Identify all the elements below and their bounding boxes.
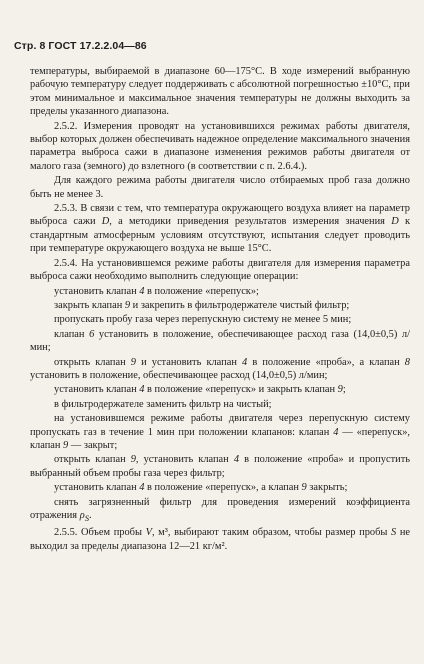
paragraph: закрыть клапан 9 и закрепить в фильтродержателе чистый фильтр; bbox=[54, 299, 350, 311]
document-body bbox=[30, 65, 410, 553]
paragraph: установить клапан 4 в положение «перепуск» и закрыть клапан 9; bbox=[54, 384, 346, 396]
paragraph: клапан 6 установить в положение, обеспечивающее расход газа (14,0±0,5) л/мин; bbox=[30, 328, 410, 354]
paragraph: в фильтродержателе заменить фильтр на чистый; bbox=[54, 398, 272, 410]
paragraph: Для каждого режима работы двигателя число отбираемых проб газа должно быть не менее 3. bbox=[30, 175, 410, 200]
paragraph: открыть клапан 9, установить клапан 4 в положение «проба» и пропустить выбранный объем пробы газа через фильтр; bbox=[30, 454, 410, 479]
paragraph: установить клапан 4 в положение «перепуск»; bbox=[54, 285, 259, 297]
paragraph: 2.5.5. Объем пробы V, м³, выбирают таким образом, чтобы размер пробы S не выходил за пределы диапазона 12—21 кг/м². bbox=[30, 527, 410, 552]
paragraph: на установившемся режиме работы двигателя через перепускную систему пропускать газ в течение 1 мин при положении клапанов: клапан 4 — «перепуск», клапан 9 — закрыт; bbox=[30, 413, 410, 451]
paragraph: снять загрязненный фильтр для проведения измерений коэффициента отражения $\rho_S$. bbox=[30, 496, 410, 524]
paragraph: установить клапан 4 в положение «перепуск», а клапан 9 закрыть; bbox=[54, 482, 348, 494]
paragraph: температуры, выбираемой в диапазоне 60—175°С. В ходе измерений выбранную рабочую температуру следует поддерживать с абсолютной погрешностью ±10°С, при этом минимальное и максимальное значения температуры не должны выходить за пределы указанного диапазона. bbox=[30, 66, 410, 118]
paragraph: 2.5.4. На установившемся режиме работы двигателя для измерения параметра выброса сажи необходимо выполнить следующие операции: bbox=[30, 257, 410, 283]
page-header: Стр. 8 ГОСТ 17.2.2.04—86 bbox=[14, 40, 147, 52]
paragraph: 2.5.2. Измерения проводят на установившихся режимах работы двигателя, выбор которых должен обеспечивать надежное определение максимального значения параметра выброса сажи в диапазоне изменения режимов работы двигателя от малого газа (земного) до взлетного (в соответствии с п. 2.6.4.). bbox=[30, 120, 410, 172]
paragraph: 2.5.3. В связи с тем, что температура окружающего воздуха влияет на параметр выброса сажи D, а методики приведения результатов измерения значения D к стандартным атмосферным условиям отсутствуют, испытания следует проводить при температуре окружающего воздуха не выше 15°С. bbox=[30, 203, 410, 255]
paragraph: пропускать пробу газа через перепускную систему не менее 5 мин; bbox=[54, 314, 352, 326]
paragraph: открыть клапан 9 и установить клапан 4 в положение «проба», а клапан 8 установить в положение, обеспечивающее расход (14,0±0,5) л/мин; bbox=[30, 356, 410, 381]
